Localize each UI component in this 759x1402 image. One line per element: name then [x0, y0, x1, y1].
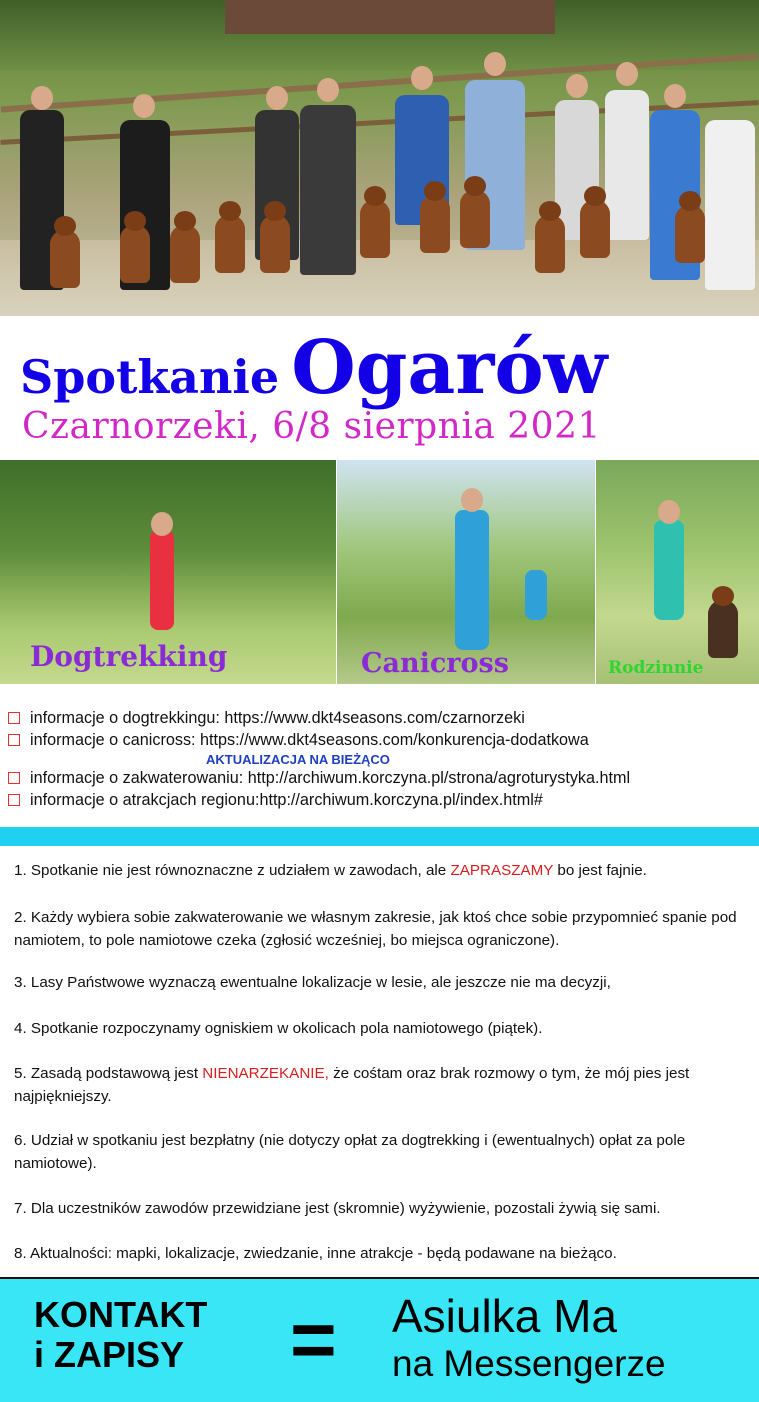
photo-label-dogtrekking: Dogtrekking	[30, 640, 228, 673]
person-figure	[705, 120, 755, 290]
person-head	[616, 62, 638, 86]
dog-figure	[708, 600, 738, 658]
contact-channel: na Messengerze	[392, 1343, 666, 1384]
checkbox-square-icon	[8, 772, 20, 784]
rule-item: 6. Udział w spotkaniu jest bezpłatny (nie dotyczy opłat za dogtrekking i (ewentualnych) opłat za pole namiotowe).	[14, 1132, 686, 1172]
link-text: informacje o dogtrekkingu: https://www.dkt4seasons.com/czarnorzeki	[30, 709, 525, 727]
activity-photos	[0, 460, 759, 684]
runner-figure	[455, 510, 489, 650]
person-head	[31, 86, 53, 110]
info-link-attractions[interactable]	[8, 791, 543, 810]
rule-item: 4. Spotkanie rozpoczynamy ogniskiem w okolicach pola namiotowego (piątek).	[14, 1020, 543, 1037]
photo-label-family: Rodzinnie	[608, 658, 704, 678]
runner-figure	[525, 570, 547, 620]
contact-banner	[0, 1277, 759, 1402]
rule-highlight: NIENARZEKANIE,	[202, 1065, 329, 1082]
link-text: informacje o atrakcjach regionu:http://archiwum.korczyna.pl/index.html#	[30, 791, 543, 809]
rule-item: 2. Każdy wybiera sobie zakwaterowanie we własnym zakresie, jak ktoś chce sobie przypomnieć spanie pod namiotem, to pole namiotowe czeka (zgłosić wcześniej, bo miejsca ograniczone).	[14, 909, 737, 949]
dog-figure	[120, 225, 150, 283]
hero-photo-group-with-dogs	[0, 0, 759, 316]
info-link-canicross[interactable]	[8, 731, 589, 750]
person-head	[133, 94, 155, 118]
dog-figure	[675, 205, 705, 263]
photo-label-canicross: Canicross	[361, 648, 509, 679]
title-word-small: Spotkanie	[20, 350, 280, 404]
photo-canicross	[337, 460, 595, 684]
info-link-accommodation[interactable]	[8, 769, 630, 788]
photo-dogtrekking	[0, 460, 336, 684]
contact-label-line2: i ZAPISY	[34, 1334, 185, 1375]
page-title	[20, 325, 750, 411]
contact-label-line1: KONTAKT	[34, 1294, 208, 1335]
rule-item: 3. Lasy Państwowe wyznaczą ewentualne lokalizacje w lesie, ale jeszcze nie ma decyzji,	[14, 974, 611, 991]
info-link-dogtrekking[interactable]	[8, 709, 525, 728]
equals-sign: =	[290, 1295, 337, 1384]
person-head	[664, 84, 686, 108]
event-location-date: Czarnorzeki, 6/8 sierpnia 2021	[22, 406, 601, 447]
runner-head	[658, 500, 680, 524]
dog-figure	[360, 200, 390, 258]
rule-item: 5. Zasadą podstawową jest NIENARZEKANIE, że cośtam oraz brak rozmowy o tym, że mój pies jest najpiękniejszy.	[14, 1065, 690, 1105]
person-head	[566, 74, 588, 98]
link-text: informacje o zakwaterowaniu: http://archiwum.korczyna.pl/strona/agroturystyka.html	[30, 769, 631, 787]
runner-head	[151, 512, 173, 536]
dog-figure	[580, 200, 610, 258]
checkbox-square-icon	[8, 794, 20, 806]
dog-figure	[260, 215, 290, 273]
dog-figure	[170, 225, 200, 283]
person-head	[317, 78, 339, 102]
checkbox-square-icon	[8, 712, 20, 724]
wooden-hut	[225, 0, 555, 34]
dog-figure	[535, 215, 565, 273]
dog-figure	[420, 195, 450, 253]
update-note: AKTUALIZACJA NA BIEŻĄCO	[206, 752, 390, 767]
dog-figure	[50, 230, 80, 288]
runner-head	[461, 488, 483, 512]
photo-family	[596, 460, 759, 684]
rule-item: 1. Spotkanie nie jest równoznaczne z udziałem w zawodach, ale ZAPRASZAMY bo jest fajnie.	[14, 862, 647, 879]
person-head	[484, 52, 506, 76]
checkbox-square-icon	[8, 734, 20, 746]
person-head	[411, 66, 433, 90]
dog-figure	[215, 215, 245, 273]
person-figure	[300, 105, 356, 275]
person-figure	[605, 90, 649, 240]
title-word-big: Ogarów	[291, 325, 608, 411]
rule-highlight: ZAPRASZAMY	[450, 862, 554, 879]
rule-item: 8. Aktualności: mapki, lokalizacje, zwiedzanie, inne atrakcje - będą podawane na bieżąco.	[14, 1245, 617, 1262]
rule-item: 7. Dla uczestników zawodów przewidziane jest (skromnie) wyżywienie, pozostali żywią się sami.	[14, 1200, 661, 1217]
divider-bar	[0, 827, 759, 846]
contact-label	[34, 1295, 207, 1375]
runner-figure	[654, 520, 684, 620]
person-head	[266, 86, 288, 110]
contact-name: Asiulka Ma	[392, 1290, 617, 1342]
dog-figure	[460, 190, 490, 248]
link-text: informacje o canicross: https://www.dkt4seasons.com/konkurencja-dodatkowa	[30, 731, 589, 749]
runner-figure	[150, 530, 174, 630]
